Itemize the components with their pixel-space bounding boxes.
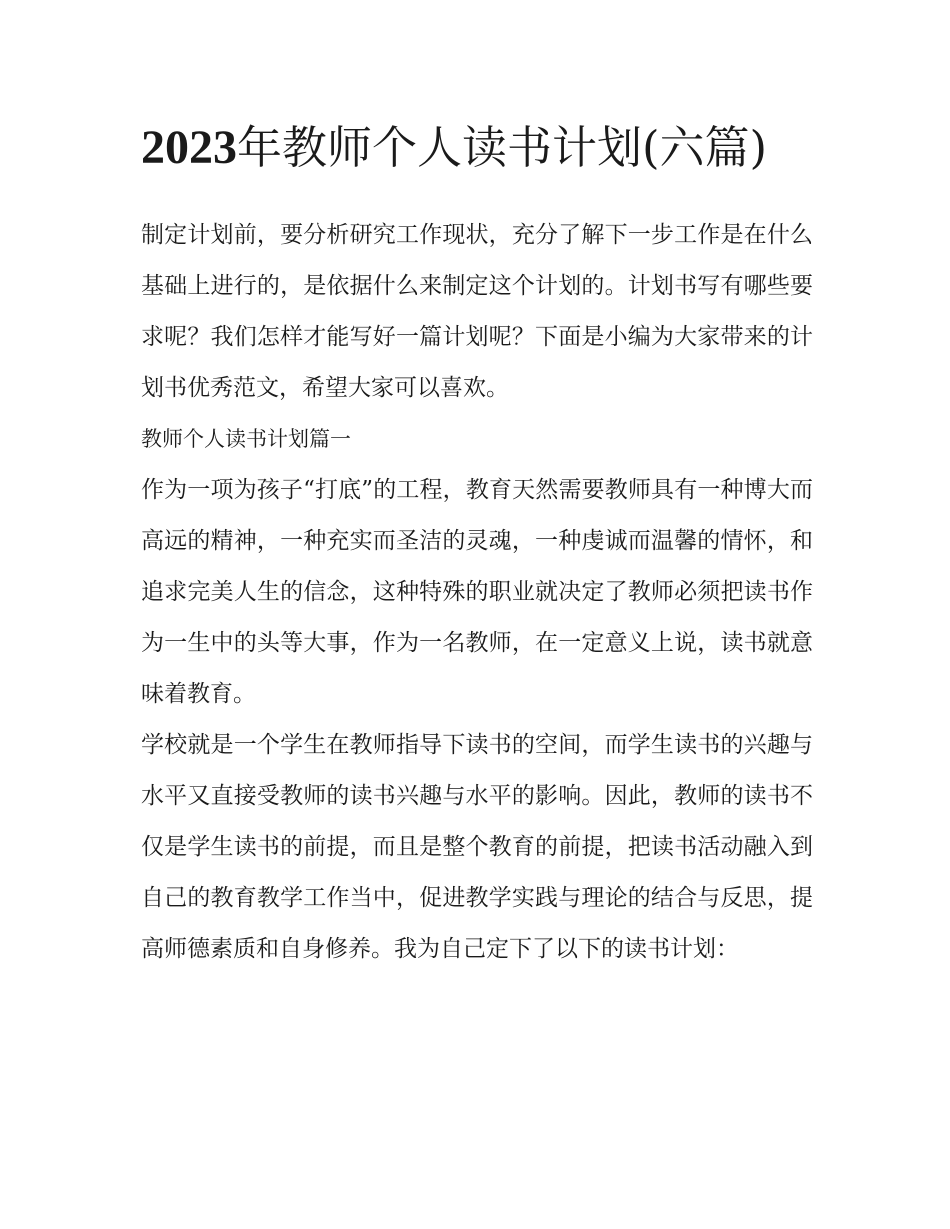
section-heading: 教师个人读书计划篇一: [141, 427, 351, 451]
document-title: [141, 112, 813, 184]
body-paragraph: 作为一项为孩子“打底”的工程，教育天然需要教师具有一种博大而高远的精神，一种充实而圣洁的灵魂，一种虔诚而温馨的情怀，和追求完美人生的信念，这种特殊的职业就决定了教师必须把读书作为一生中的头等大事，作为一名教师，在一定意义上说，读书就意味着教育。: [141, 477, 813, 707]
intro-paragraph: 制定计划前，要分析研究工作现状，充分了解下一步工作是在什么基础上进行的，是依据什么来制定这个计划的。计划书写有哪些要求呢？我们怎样才能写好一篇计划呢？下面是小编为大家带来的计划书优秀范文，希望大家可以喜欢。: [141, 222, 813, 401]
document-page: [141, 112, 813, 975]
title-text: 年教师个人读书计划(六篇): [237, 121, 768, 174]
title-year: 2023: [141, 121, 237, 174]
body-paragraph: 学校就是一个学生在教师指导下读书的空间，而学生读书的兴趣与水平又直接受教师的读书兴趣与水平的影响。因此，教师的读书不仅是学生读书的前提，而且是整个教育的前提，把读书活动融入到自己的教育教学工作当中，促进教学实践与理论的结合与反思，提高师德素质和自身修养。我为自己定下了以下的读书计划：: [141, 732, 813, 962]
document-body: [141, 210, 813, 975]
